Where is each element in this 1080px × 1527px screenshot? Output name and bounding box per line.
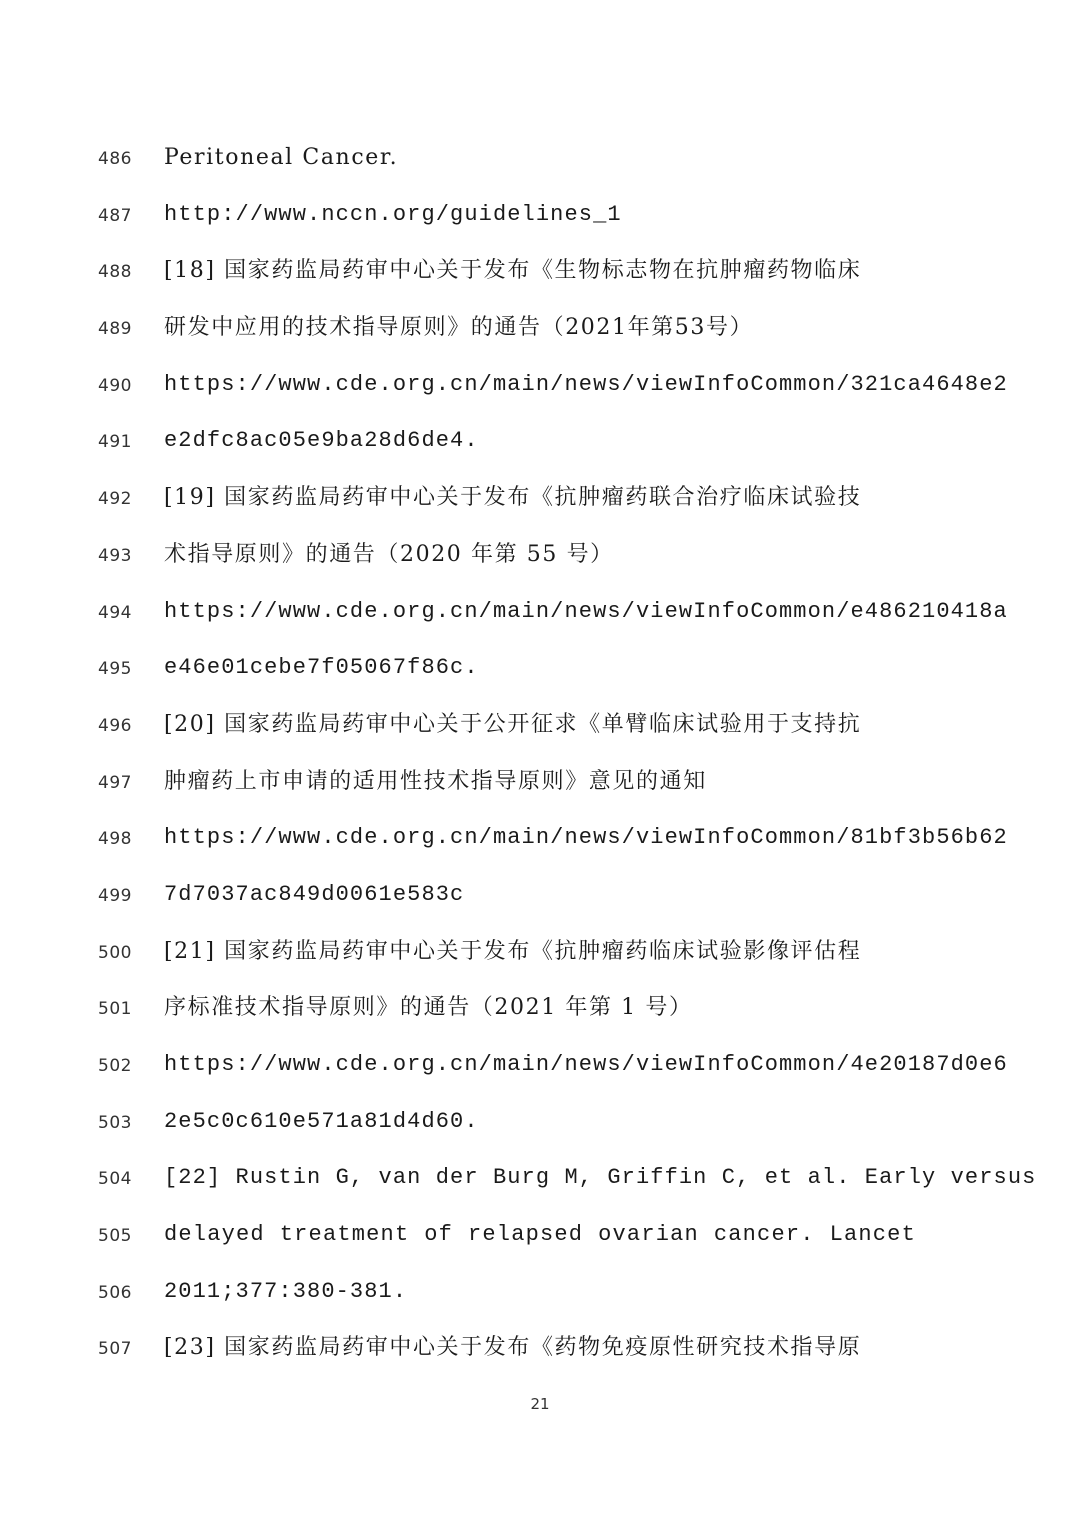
- line-number: 507: [98, 1339, 132, 1360]
- line-number: 496: [98, 715, 132, 736]
- reference-lines: [0, 131, 1080, 1378]
- line-number: 488: [98, 262, 132, 283]
- line-491: [0, 414, 1080, 471]
- reference-url: https://www.cde.org.cn/main/news/viewInfoCommon/4e20187d0e6: [164, 1052, 1008, 1077]
- line-507: [0, 1321, 1080, 1378]
- reference-entry-21: [21] 国家药监局药审中心关于发布《抗肿瘤药临床试验影像评估程: [164, 938, 862, 964]
- word: delayed: [164, 1222, 265, 1248]
- reference-url-cont: e46e01cebe7f05067f86c.: [164, 655, 479, 681]
- word: ovarian: [598, 1222, 699, 1248]
- line-number: 501: [98, 999, 132, 1020]
- line-number: 500: [98, 942, 132, 963]
- word: cancer.: [713, 1222, 815, 1248]
- line-number: 490: [98, 375, 132, 396]
- line-text: 肿瘤药上市申请的适用性技术指导原则》意见的通知: [164, 768, 707, 794]
- line-number: 505: [98, 1226, 132, 1247]
- line-number: 499: [98, 885, 132, 906]
- line-number: 502: [98, 1056, 132, 1076]
- line-text: Peritoneal Cancer.: [164, 145, 399, 170]
- line-497: [0, 755, 1080, 812]
- line-number: 489: [98, 319, 132, 340]
- line-text: 研发中应用的技术指导原则》的通告（2021年第53号）: [164, 315, 754, 341]
- reference-url-cont: 2e5c0c610e571a81d4d60.: [164, 1108, 479, 1134]
- line-501: [0, 981, 1080, 1038]
- line-text: 序标准技术指导原则》的通告（2021 年第 1 号）: [164, 995, 693, 1021]
- reference-entry-18: [18] 国家药监局药审中心关于发布《生物标志物在抗肿瘤药物临床: [164, 258, 862, 284]
- line-486: [0, 131, 1080, 188]
- reference-url: https://www.cde.org.cn/main/news/viewInfoCommon/81bf3b56b62: [164, 825, 1008, 851]
- page-number: 21: [530, 1395, 550, 1413]
- reference-url: http://www.nccn.org/guidelines_1: [164, 201, 622, 227]
- word: Lancet: [829, 1222, 916, 1248]
- line-500: [0, 925, 1080, 982]
- line-text: 2011;377:380-381.: [164, 1278, 408, 1304]
- line-number: 504: [98, 1169, 132, 1190]
- line-506: [0, 1265, 1080, 1322]
- line-492: [0, 471, 1080, 528]
- reference-entry-22: [22] Rustin G, van der Burg M, Griffin C, et al. Early versus: [164, 1165, 1037, 1191]
- line-number: 493: [98, 545, 132, 566]
- line-505: [0, 1208, 1080, 1265]
- line-499: [0, 868, 1080, 925]
- line-487: [0, 188, 1080, 245]
- line-number: 506: [98, 1282, 132, 1303]
- reference-entry-23: [23] 国家药监局药审中心关于发布《药物免疫原性研究技术指导原: [164, 1335, 862, 1361]
- line-504: [0, 1151, 1080, 1208]
- line-number: 486: [98, 149, 132, 169]
- line-502: [0, 1038, 1080, 1095]
- word: of: [424, 1222, 454, 1248]
- line-503: [0, 1095, 1080, 1152]
- reference-url: https://www.cde.org.cn/main/news/viewInfoCommon/e486210418a: [164, 598, 1008, 624]
- line-number: 487: [98, 205, 132, 226]
- reference-entry-20: [20] 国家药监局药审中心关于公开征求《单臂临床试验用于支持抗: [164, 711, 862, 737]
- reference-url-cont: 7d7037ac849d0061e583c: [164, 881, 465, 907]
- line-number: 497: [98, 772, 132, 793]
- line-489: [0, 301, 1080, 358]
- line-number: 498: [98, 829, 132, 850]
- line-488: [0, 244, 1080, 301]
- line-494: [0, 585, 1080, 642]
- line-number: 503: [98, 1112, 132, 1133]
- reference-entry-19: [19] 国家药监局药审中心关于发布《抗肿瘤药联合治疗临床试验技: [164, 485, 862, 511]
- justified-line-text: [164, 1220, 916, 1250]
- line-495: [0, 641, 1080, 698]
- line-number: 491: [98, 432, 132, 453]
- line-496: [0, 698, 1080, 755]
- reference-url: https://www.cde.org.cn/main/news/viewInfoCommon/321ca4648e2: [164, 371, 1008, 397]
- reference-url-cont: e2dfc8ac05e9ba28d6de4.: [164, 428, 479, 454]
- line-498: [0, 811, 1080, 868]
- line-493: [0, 528, 1080, 585]
- line-number: 495: [98, 659, 132, 680]
- word: relapsed: [467, 1222, 584, 1248]
- line-number: 494: [98, 602, 132, 623]
- line-490: [0, 358, 1080, 415]
- word: treatment: [279, 1222, 410, 1248]
- line-text: 术指导原则》的通告（2020 年第 55 号）: [164, 541, 614, 567]
- line-number: 492: [98, 489, 132, 510]
